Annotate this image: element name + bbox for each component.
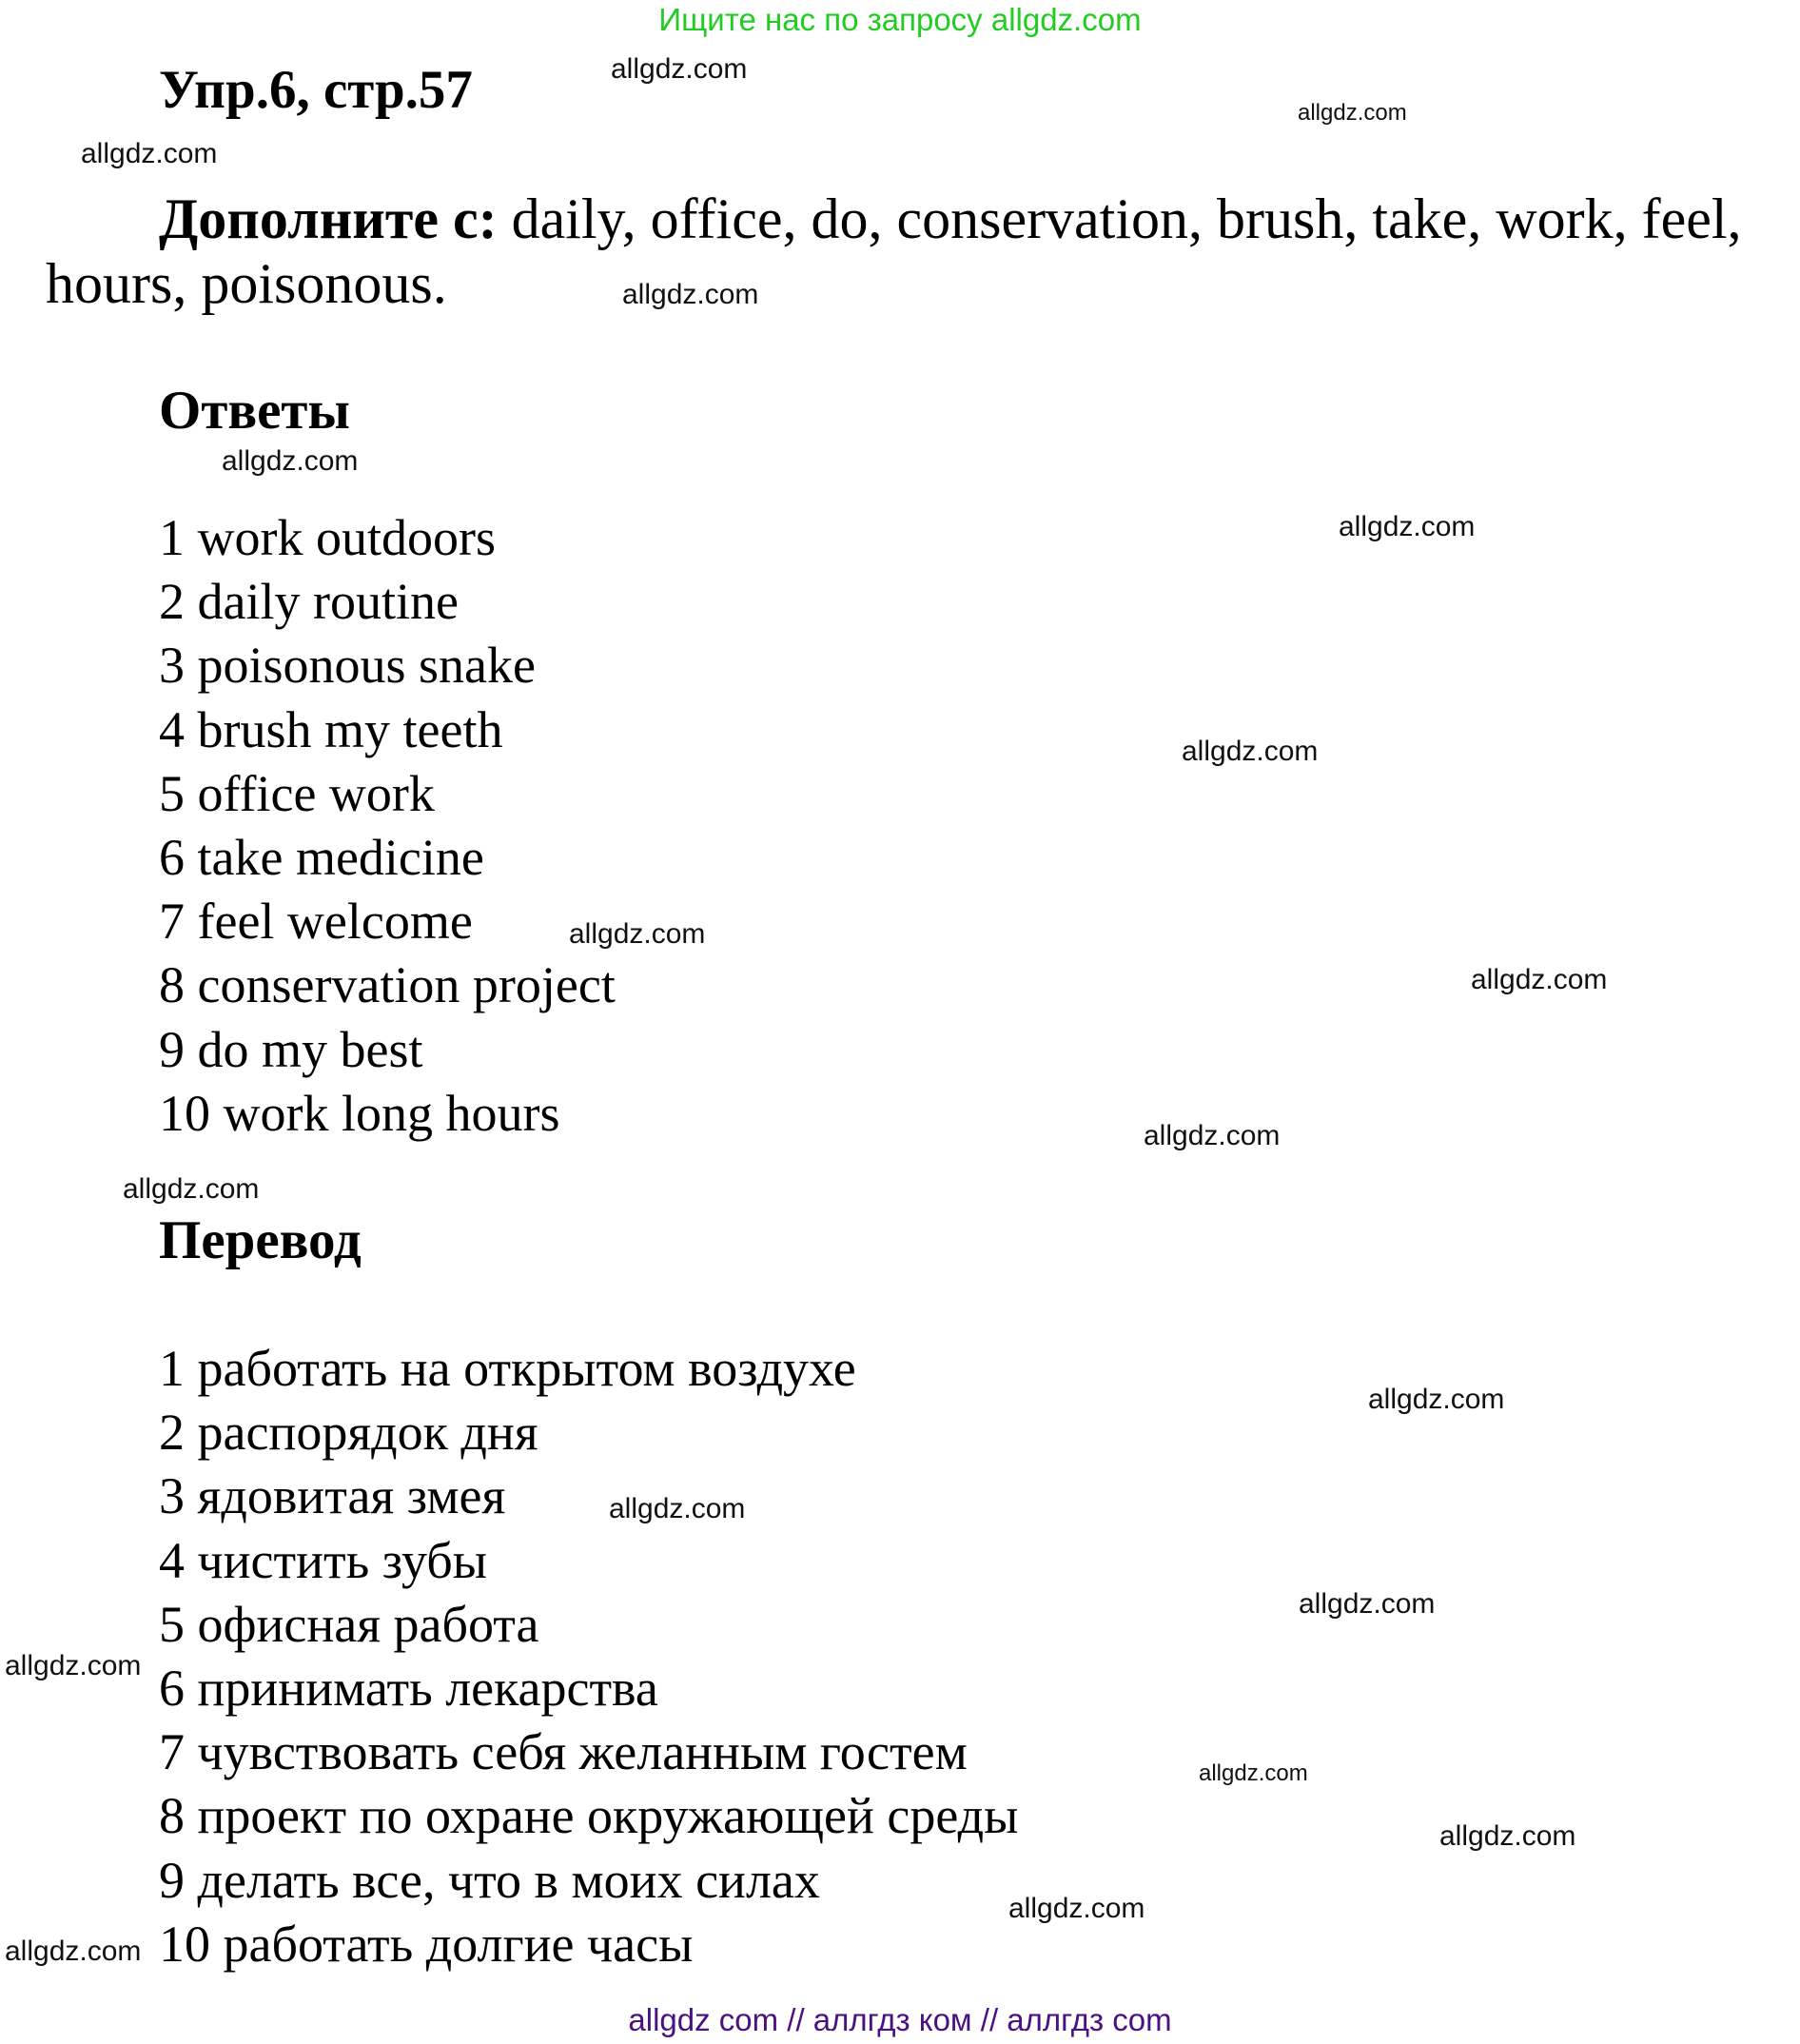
footer-links[interactable]: allgdz com // аллгдз ком // аллгдз com xyxy=(628,2002,1172,2037)
watermark: allgdz.com xyxy=(609,1493,746,1524)
instruction-line-2: hours, poisonous. xyxy=(46,252,447,315)
translation-item: 10 работать долгие часы xyxy=(159,1915,694,1973)
translation-item: 3 ядовитая змея xyxy=(159,1467,506,1525)
translation-item: 8 проект по охране окружающей среды xyxy=(159,1787,1019,1845)
instruction-line-1 xyxy=(159,187,1742,250)
watermark: allgdz.com xyxy=(123,1173,260,1205)
watermark: allgdz.com xyxy=(1008,1893,1145,1924)
answer-item: 2 daily routine xyxy=(159,573,459,631)
watermark: allgdz.com xyxy=(1299,1588,1436,1620)
translation-heading: Перевод xyxy=(159,1210,362,1270)
watermark: allgdz.com xyxy=(222,445,359,477)
watermark: allgdz.com xyxy=(611,53,748,85)
watermark: allgdz.com xyxy=(1439,1820,1576,1852)
answer-item: 9 do my best xyxy=(159,1020,423,1078)
answer-item: 3 poisonous snake xyxy=(159,637,536,695)
translation-item: 4 чистить зубы xyxy=(159,1531,487,1589)
answer-item: 1 work outdoors xyxy=(159,509,496,566)
answer-item: 10 work long hours xyxy=(159,1084,560,1142)
translation-item: 7 чувствовать себя желанным гостем xyxy=(159,1723,968,1781)
translation-item: 2 распорядок дня xyxy=(159,1404,538,1462)
watermark: allgdz.com xyxy=(5,1936,142,1967)
watermark: allgdz.com xyxy=(569,918,706,950)
watermark: allgdz.com xyxy=(81,138,218,169)
translation-item: 6 принимать лекарства xyxy=(159,1660,658,1717)
watermark: allgdz.com xyxy=(1368,1384,1505,1415)
answers-heading: Ответы xyxy=(159,381,350,441)
translation-item: 9 делать все, что в моих силах xyxy=(159,1851,820,1909)
answer-item: 4 brush my teeth xyxy=(159,700,503,758)
watermark: allgdz.com xyxy=(1339,511,1476,542)
instruction-label: Дополните с: xyxy=(159,187,498,250)
instruction-words: daily, office, do, conservation, brush, take, work, feel, xyxy=(511,187,1742,250)
watermark: allgdz.com xyxy=(1199,1760,1308,1786)
watermark: allgdz.com xyxy=(1471,964,1608,995)
watermark: allgdz.com xyxy=(622,279,759,310)
watermark: allgdz.com xyxy=(1182,736,1319,767)
watermark: allgdz.com xyxy=(1144,1120,1281,1151)
translation-item: 5 офисная работа xyxy=(159,1595,539,1653)
promo-banner[interactable]: Ищите нас по запросу allgdz.com xyxy=(658,2,1142,37)
answer-item: 6 take medicine xyxy=(159,829,484,886)
translation-item: 1 работать на открытом воздухе xyxy=(159,1340,856,1397)
answer-item: 8 conservation project xyxy=(159,956,616,1014)
answer-item: 5 office work xyxy=(159,764,435,822)
watermark: allgdz.com xyxy=(5,1650,142,1681)
answer-item: 7 feel welcome xyxy=(159,893,473,951)
watermark: allgdz.com xyxy=(1298,100,1407,126)
page-title: Упр.6, стр.57 xyxy=(159,60,473,120)
